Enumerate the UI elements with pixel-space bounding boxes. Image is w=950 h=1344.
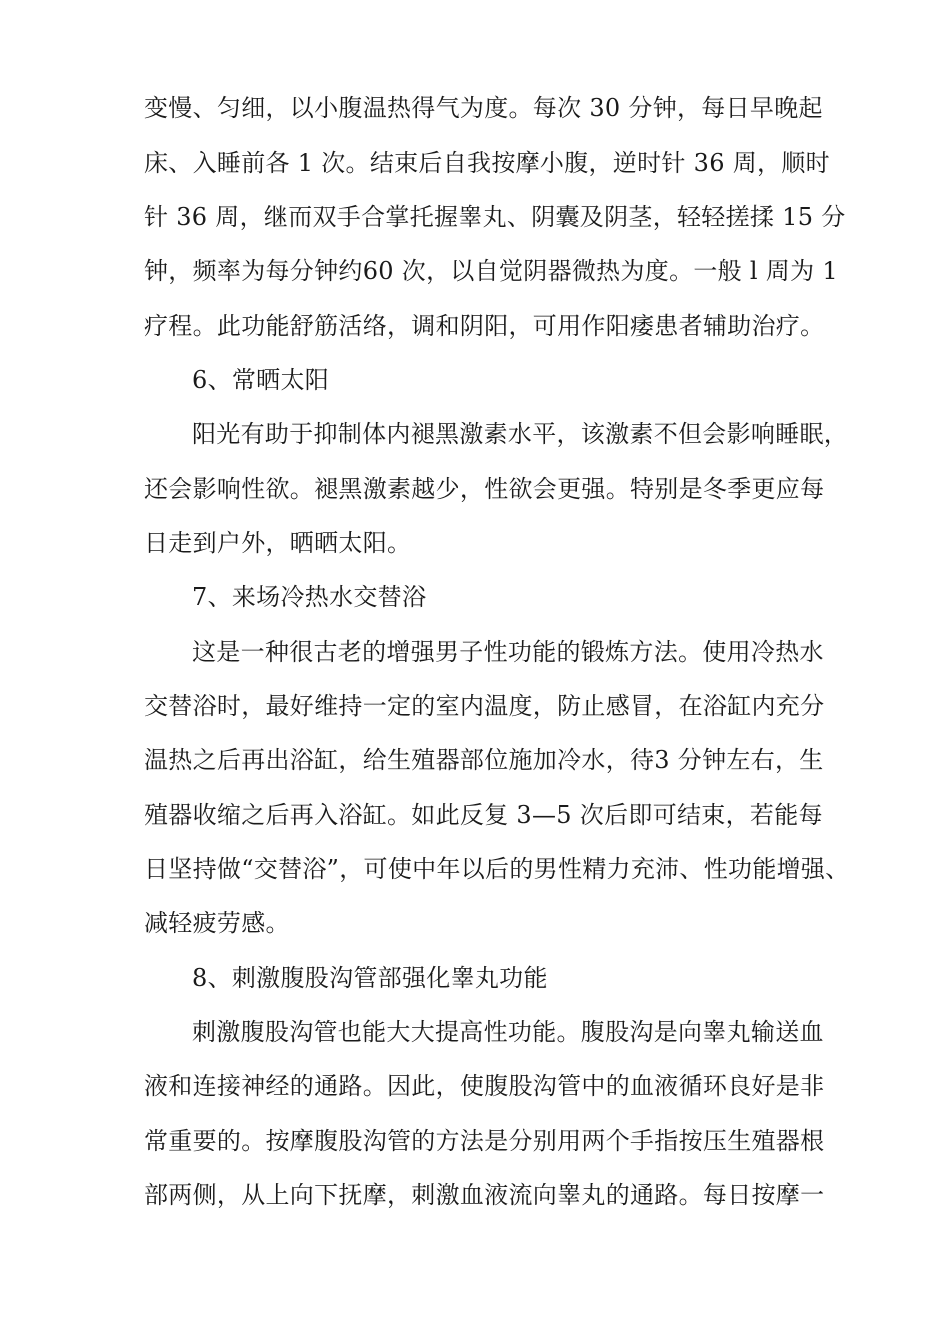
paragraph-line: 日走到户外，晒晒太阳。 <box>144 529 412 557</box>
paragraph-line: 变慢、匀细，以小腹温热得气为度。每次 30 分钟，每日早晚起 <box>144 94 823 122</box>
paragraph-line: 殖器收缩之后再入浴缸。如此反复 3—5 次后即可结束，若能每 <box>144 801 823 829</box>
paragraph-line: 刺激腹股沟管也能大大提高性功能。腹股沟是向睾丸输送血 <box>192 1018 824 1046</box>
section-heading: 7、来场冷热水交替浴 <box>192 583 427 611</box>
paragraph-line: 部两侧，从上向下抚摩，刺激血液流向睾丸的通路。每日按摩一 <box>144 1181 825 1209</box>
paragraph-line: 日坚持做“交替浴”，可使中年以后的男性精力充沛、性功能增强、 <box>144 855 850 883</box>
paragraph-line: 阳光有助于抑制体内褪黑激素水平，该激素不但会影响睡眠， <box>192 420 849 448</box>
paragraph-line: 针 36 周，继而双手合掌托握睾丸、阴囊及阴茎，轻轻搓揉 15 分 <box>144 203 846 231</box>
paragraph-line: 这是一种很古老的增强男子性功能的锻炼方法。使用冷热水 <box>192 638 824 666</box>
paragraph-line: 减轻疲劳感。 <box>144 909 290 937</box>
paragraph-line: 床、入睡前各 1 次。结束后自我按摩小腹，逆时针 36 周，顺时 <box>144 149 830 177</box>
section-heading: 6、常晒太阳 <box>192 366 330 394</box>
paragraph-line: 常重要的。按摩腹股沟管的方法是分别用两个手指按压生殖器根 <box>144 1127 825 1155</box>
paragraph-line: 疗程。此功能舒筋活络，调和阴阳，可用作阳痿患者辅助治疗。 <box>144 312 825 340</box>
section-heading: 8、刺激腹股沟管部强化睾丸功能 <box>192 964 548 992</box>
paragraph-line: 交替浴时，最好维持一定的室内温度，防止感冒，在浴缸内充分 <box>144 692 825 720</box>
paragraph-line: 钟，频率为每分钟约60 次，以自觉阴器微热为度。一般 l 周为 1 <box>144 257 838 285</box>
paragraph-line: 还会影响性欲。褪黑激素越少，性欲会更强。特别是冬季更应每 <box>144 475 825 503</box>
paragraph-line: 液和连接神经的通路。因此，使腹股沟管中的血液循环良好是非 <box>144 1072 825 1100</box>
paragraph-line: 温热之后再出浴缸，给生殖器部位施加冷水，待3 分钟左右，生 <box>144 746 824 774</box>
